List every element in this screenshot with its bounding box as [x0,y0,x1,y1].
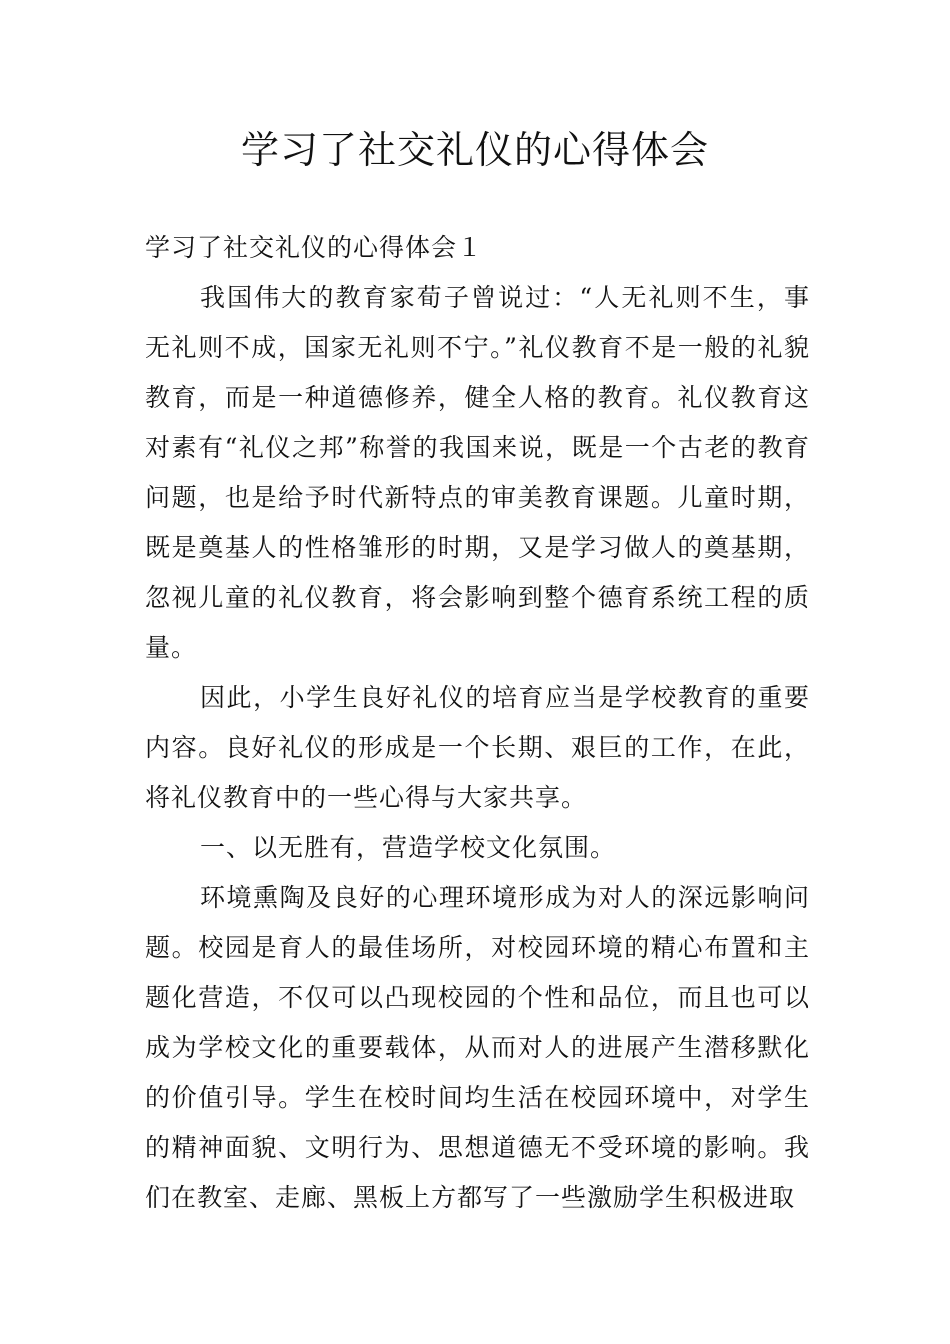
section-point-1: 一、以无胜有，营造学校文化氛围。 [200,833,617,862]
paragraph-3: 环境熏陶及良好的心理环境形成为对人的深远影响问题。校园是育人的最佳场所，对校园环境的精心布置和主题化营造，不仅可以凸现校园的个性和品位，而且也可以成为学校文化的重要载体，从而对人的进展产生潜移默化的价值引导。学生在校时间均生活在校园环境中，对学生的精神面貌、文明行为、思想道德无不受环境的影响。我们在教室、走廊、黑板上方都写了一些激励学生积极进取 [145,883,810,1212]
paragraph-1: 我国伟大的教育家荀子曾说过：“人无礼则不生，事无礼则不成，国家无礼则不宁。”礼仪教育不是一般的礼貌教育，而是一种道德修养，健全人格的教育。礼仪教育这对素有“礼仪之邦”称誉的我国来说，既是一个古老的教育问题，也是给予时代新特点的审美教育课题。儿童时期，既是奠基人的性格雏形的时期，又是学习做人的奠基期，忽视儿童的礼仪教育，将会影响到整个德育系统工程的质量。 [145,283,810,662]
document-title: 学习了社交礼仪的心得体会 [240,128,709,172]
paragraph-2: 因此，小学生良好礼仪的培育应当是学校教育的重要内容。良好礼仪的形成是一个长期、艰巨的工作，在此，将礼仪教育中的一些心得与大家共享。 [145,683,810,812]
section-heading: 学习了社交礼仪的心得体会１ [145,233,484,262]
document-body [145,223,810,1223]
